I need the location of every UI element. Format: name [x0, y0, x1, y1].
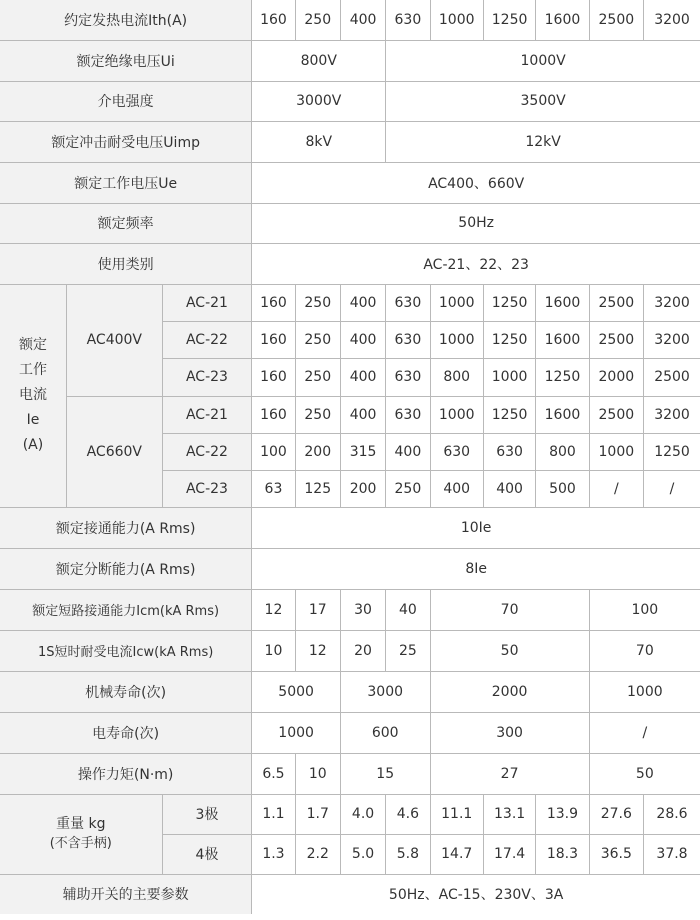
ie-value: 630	[430, 433, 483, 470]
ie-value: 100	[252, 433, 295, 470]
row-icm	[0, 589, 700, 630]
row-mech-life	[0, 671, 700, 712]
ie-value: 1250	[483, 284, 535, 321]
torque-value: 27	[430, 753, 589, 794]
weight-value: 2.2	[295, 834, 340, 874]
ie-value: 250	[295, 358, 340, 396]
row-weight	[0, 794, 700, 834]
ie-value: 3200	[644, 284, 700, 321]
row-breaking	[0, 548, 700, 589]
weight-pole: 4极	[162, 834, 252, 874]
weight-value: 18.3	[536, 834, 589, 874]
weight-value: 37.8	[644, 834, 700, 874]
row-ui	[0, 40, 700, 81]
ie-category: AC-23	[162, 470, 252, 507]
icw-value: 50	[430, 630, 589, 671]
ie-value: 160	[252, 396, 295, 433]
ie-value: 1600	[536, 396, 589, 433]
row-category	[0, 243, 700, 284]
ie-value: 630	[483, 433, 535, 470]
row-elec-life	[0, 712, 700, 753]
ie-value: 2500	[644, 358, 700, 396]
uimp-value: 8kV	[252, 121, 386, 162]
ith-value: 1600	[536, 0, 589, 40]
ie-label-line: 电流	[18, 387, 47, 403]
ith-value: 160	[252, 0, 295, 40]
ie-voltage: AC660V	[66, 396, 162, 507]
ie-value: /	[644, 470, 700, 507]
row-ith	[0, 0, 700, 40]
aux-label: 辅助开关的主要参数	[0, 874, 252, 914]
weight-value: 4.6	[386, 794, 430, 834]
ie-value: 3200	[644, 396, 700, 433]
dielectric-value: 3500V	[386, 81, 700, 121]
ith-value: 2500	[589, 0, 643, 40]
ie-value: 200	[295, 433, 340, 470]
ie-value: /	[589, 470, 643, 507]
row-frequency	[0, 203, 700, 243]
ie-value: 125	[295, 470, 340, 507]
elec-life-value: 600	[340, 712, 430, 753]
weight-value: 13.1	[483, 794, 535, 834]
ie-value: 2500	[589, 284, 643, 321]
ie-value: 3200	[644, 321, 700, 358]
ie-value: 630	[386, 321, 430, 358]
elec-life-value: 300	[430, 712, 589, 753]
icm-value: 30	[340, 589, 385, 630]
ie-value: 800	[430, 358, 483, 396]
ie-value: 1000	[430, 284, 483, 321]
row-icw	[0, 630, 700, 671]
ie-value: 630	[386, 284, 430, 321]
ie-value: 160	[252, 284, 295, 321]
breaking-label: 额定分断能力(A Rms)	[0, 548, 252, 589]
ith-value: 400	[340, 0, 385, 40]
ie-value: 63	[252, 470, 295, 507]
row-making	[0, 507, 700, 548]
weight-label	[0, 794, 162, 874]
weight-value: 5.8	[386, 834, 430, 874]
weight-value: 14.7	[430, 834, 483, 874]
ith-value: 1250	[483, 0, 535, 40]
icw-value: 70	[589, 630, 700, 671]
ie-value: 160	[252, 358, 295, 396]
ie-voltage: AC400V	[66, 284, 162, 396]
ue-label: 额定工作电压Ue	[0, 162, 252, 203]
ie-value: 250	[295, 396, 340, 433]
ie-value: 400	[386, 433, 430, 470]
icw-value: 10	[252, 630, 295, 671]
dielectric-label: 介电强度	[0, 81, 252, 121]
ie-value: 2500	[589, 396, 643, 433]
icm-value: 70	[430, 589, 589, 630]
ui-value: 800V	[252, 40, 386, 81]
weight-value: 17.4	[483, 834, 535, 874]
ie-value: 250	[295, 321, 340, 358]
row-ie	[0, 284, 700, 321]
making-label: 额定接通能力(A Rms)	[0, 507, 252, 548]
ie-value: 1600	[536, 321, 589, 358]
icw-value: 12	[295, 630, 340, 671]
weight-value: 13.9	[536, 794, 589, 834]
torque-label: 操作力矩(N·m)	[0, 753, 252, 794]
elec-life-value: /	[589, 712, 700, 753]
row-torque	[0, 753, 700, 794]
weight-pole: 3极	[162, 794, 252, 834]
ie-value: 400	[340, 321, 385, 358]
uimp-label: 额定冲击耐受电压Uimp	[0, 121, 252, 162]
weight-label-note: (不含手柄)	[49, 836, 112, 851]
ie-value: 1000	[430, 321, 483, 358]
ie-value: 1000	[430, 396, 483, 433]
ie-value: 1250	[483, 396, 535, 433]
ui-value: 1000V	[386, 40, 700, 81]
ie-value: 500	[536, 470, 589, 507]
torque-value: 10	[295, 753, 340, 794]
frequency-label: 额定频率	[0, 203, 252, 243]
ith-value: 630	[386, 0, 430, 40]
weight-value: 5.0	[340, 834, 385, 874]
ie-value: 2500	[589, 321, 643, 358]
icm-value: 17	[295, 589, 340, 630]
ie-category: AC-22	[162, 433, 252, 470]
uimp-value: 12kV	[386, 121, 700, 162]
weight-value: 1.7	[295, 794, 340, 834]
ie-value: 315	[340, 433, 385, 470]
weight-label-text: 重量 kg	[56, 816, 106, 832]
ie-value: 400	[340, 358, 385, 396]
weight-value: 1.1	[252, 794, 295, 834]
ie-category: AC-22	[162, 321, 252, 358]
frequency-value: 50Hz	[252, 203, 700, 243]
ie-value: 1600	[536, 284, 589, 321]
ie-label-line: 额定	[18, 337, 47, 353]
ie-value: 250	[295, 284, 340, 321]
icw-value: 20	[340, 630, 385, 671]
ie-value: 400	[483, 470, 535, 507]
dielectric-value: 3000V	[252, 81, 386, 121]
weight-value: 27.6	[589, 794, 643, 834]
torque-value: 6.5	[252, 753, 295, 794]
ui-label: 额定绝缘电压Ui	[0, 40, 252, 81]
icm-value: 12	[252, 589, 295, 630]
row-ie	[0, 396, 700, 433]
category-value: AC-21、22、23	[252, 243, 700, 284]
ith-value: 250	[295, 0, 340, 40]
weight-value: 4.0	[340, 794, 385, 834]
icw-value: 25	[386, 630, 430, 671]
ue-value: AC400、660V	[252, 162, 700, 203]
weight-value: 1.3	[252, 834, 295, 874]
ie-value: 400	[430, 470, 483, 507]
ie-value: 200	[340, 470, 385, 507]
making-value: 10Ie	[252, 507, 700, 548]
ie-value: 250	[386, 470, 430, 507]
ie-value: 1000	[483, 358, 535, 396]
breaking-value: 8Ie	[252, 548, 700, 589]
ie-label-line: Ie	[26, 412, 40, 428]
mech-life-value: 2000	[430, 671, 589, 712]
ie-value: 1250	[644, 433, 700, 470]
ith-label: 约定发热电流Ith(A)	[0, 0, 252, 40]
row-dielectric	[0, 81, 700, 121]
ith-value: 1000	[430, 0, 483, 40]
mech-life-value: 3000	[340, 671, 430, 712]
ie-category: AC-21	[162, 396, 252, 433]
elec-life-value: 1000	[252, 712, 341, 753]
row-uimp	[0, 121, 700, 162]
row-ue	[0, 162, 700, 203]
icm-label: 额定短路接通能力Icm(kA Rms)	[0, 589, 252, 630]
ie-value: 400	[340, 284, 385, 321]
ie-value: 400	[340, 396, 385, 433]
ith-value: 3200	[644, 0, 700, 40]
ie-value: 2000	[589, 358, 643, 396]
mech-life-label: 机械寿命(次)	[0, 671, 252, 712]
ie-value: 1000	[589, 433, 643, 470]
ie-value: 630	[386, 358, 430, 396]
ie-label	[0, 284, 66, 507]
ie-category: AC-23	[162, 358, 252, 396]
elec-life-label: 电寿命(次)	[0, 712, 252, 753]
ie-value: 630	[386, 396, 430, 433]
row-aux	[0, 874, 700, 914]
torque-value: 15	[340, 753, 430, 794]
weight-value: 36.5	[589, 834, 643, 874]
ie-value: 1250	[483, 321, 535, 358]
icm-value: 40	[386, 589, 430, 630]
ie-label-line: 工作	[18, 362, 47, 378]
ie-value: 800	[536, 433, 589, 470]
weight-value: 11.1	[430, 794, 483, 834]
ie-label-line: (A)	[22, 437, 44, 453]
icm-value: 100	[589, 589, 700, 630]
aux-value: 50Hz、AC-15、230V、3A	[252, 874, 700, 914]
ie-category: AC-21	[162, 284, 252, 321]
ie-value: 1250	[536, 358, 589, 396]
ie-value: 160	[252, 321, 295, 358]
mech-life-value: 5000	[252, 671, 341, 712]
torque-value: 50	[589, 753, 700, 794]
weight-value: 28.6	[644, 794, 700, 834]
mech-life-value: 1000	[589, 671, 700, 712]
icw-label: 1S短时耐受电流Icw(kA Rms)	[0, 630, 252, 671]
category-label: 使用类别	[0, 243, 252, 284]
